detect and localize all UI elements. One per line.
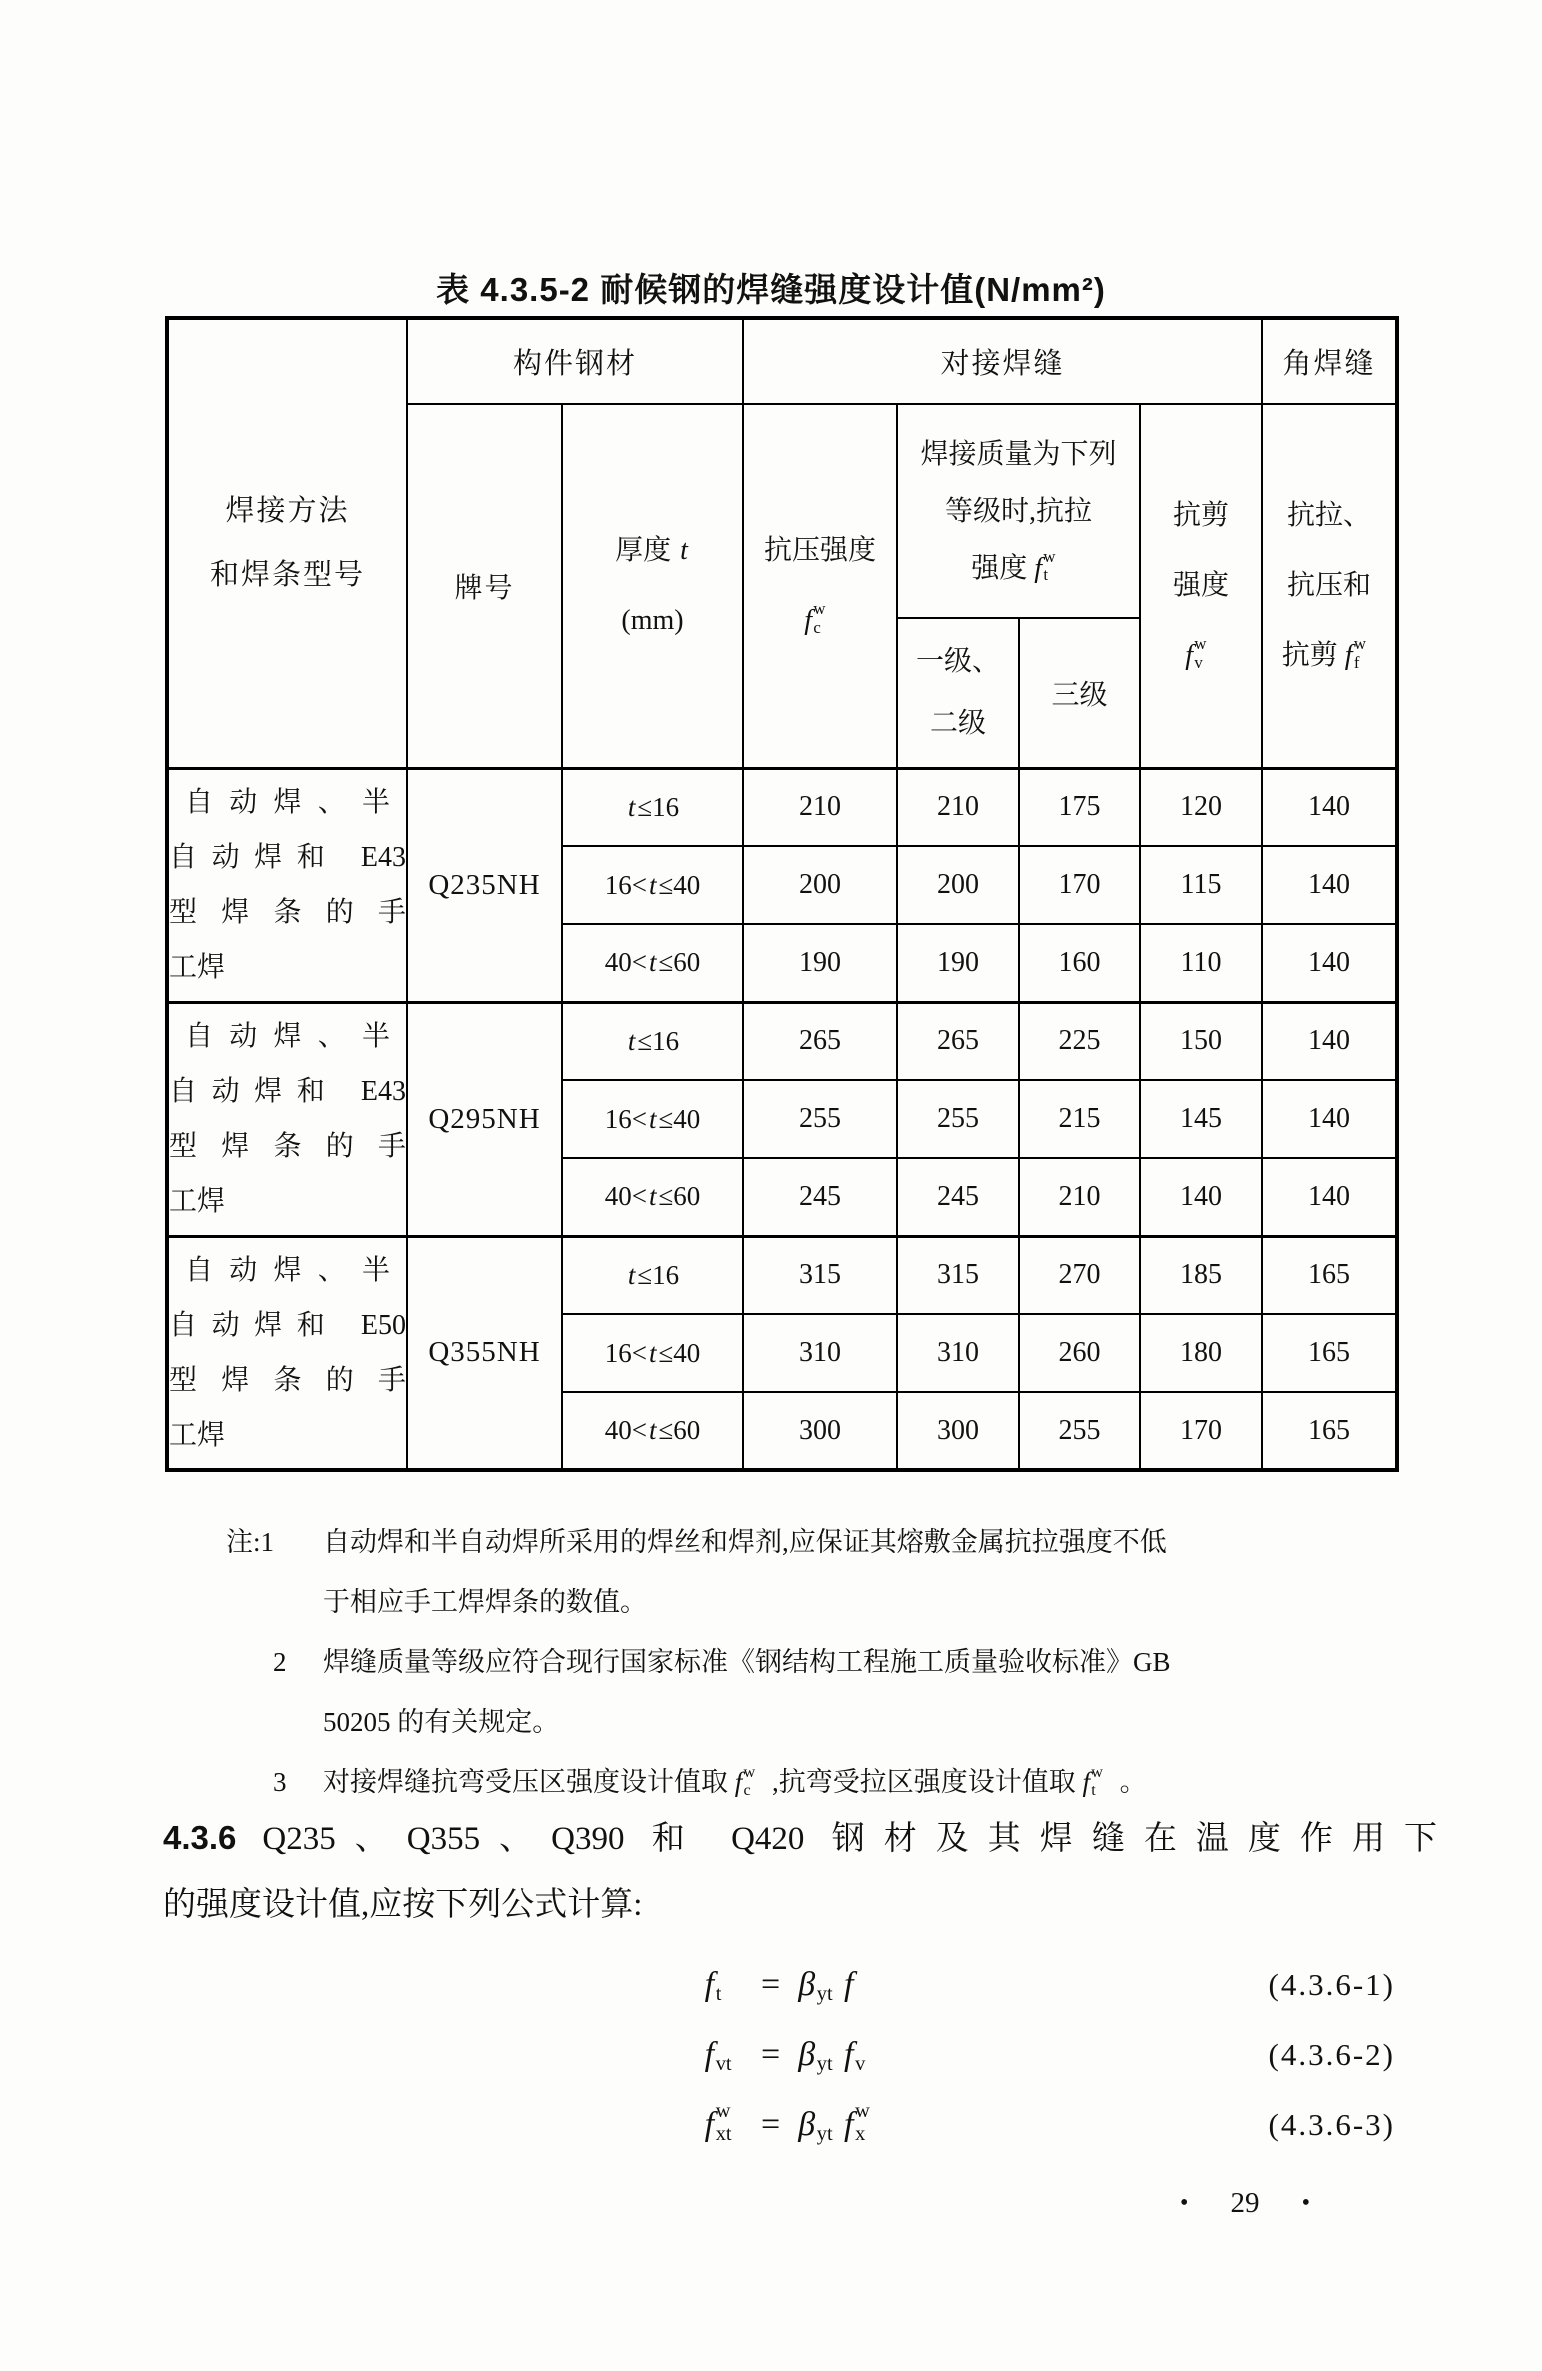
- fillet-line1: 抗拉、: [1287, 499, 1372, 531]
- header-member-steel: 构件钢材: [407, 318, 743, 404]
- value-cell: 165: [1262, 1236, 1397, 1314]
- value-cell: 140: [1262, 846, 1397, 924]
- note-3-label: 3: [273, 1767, 287, 1797]
- grade-cell: Q295NH: [407, 1002, 562, 1236]
- page-number-value: 29: [1230, 2187, 1260, 2219]
- thickness-cell: t≤16: [562, 1002, 743, 1080]
- weld-strength-table: [165, 316, 1399, 1472]
- clause-line2: 的强度设计值,应按下列公式计算:: [163, 1887, 643, 1923]
- f-v-w-symbol: f w v: [1185, 633, 1207, 672]
- value-cell: 140: [1262, 1158, 1397, 1236]
- note-2-text: 焊缝质量等级应符合现行国家标准《钢结构工程施工质量验收标准》GB 50205 的有关规定。: [323, 1647, 1171, 1737]
- value-cell: 140: [1262, 1002, 1397, 1080]
- formula-block: [163, 1950, 1437, 2160]
- thickness-unit: (mm): [621, 604, 684, 636]
- value-cell: 110: [1140, 924, 1262, 1002]
- value-cell: 300: [743, 1392, 897, 1470]
- header-quality-grade-3: 三级: [1019, 618, 1140, 768]
- value-cell: 190: [743, 924, 897, 1002]
- value-cell: 255: [897, 1080, 1019, 1158]
- clause-number: 4.3.6: [163, 1819, 237, 1856]
- table-caption: 表 4.3.5-2 耐候钢的焊缝强度设计值(N/mm²): [436, 271, 1106, 308]
- note-1: [0, 1512, 1542, 1632]
- grade-cell: Q355NH: [407, 1236, 562, 1470]
- thickness-cell: 40<t≤60: [562, 924, 743, 1002]
- thickness-cell: 40<t≤60: [562, 1158, 743, 1236]
- value-cell: 140: [1262, 1080, 1397, 1158]
- clause-4-3-6: [163, 1805, 1437, 1938]
- value-cell: 225: [1019, 1002, 1140, 1080]
- thickness-label: 厚度: [615, 534, 679, 566]
- quality-tail: 强度: [971, 552, 1035, 584]
- value-cell: 145: [1140, 1080, 1262, 1158]
- value-cell: 210: [1019, 1158, 1140, 1236]
- value-cell: 315: [897, 1236, 1019, 1314]
- table-notes: [0, 1512, 1542, 1812]
- value-cell: 120: [1140, 768, 1262, 846]
- value-cell: 150: [1140, 1002, 1262, 1080]
- page-number: [1180, 2186, 1310, 2220]
- value-cell: 210: [897, 768, 1019, 846]
- value-cell: 215: [1019, 1080, 1140, 1158]
- f-t-w-symbol: f w t: [1082, 1763, 1103, 1800]
- value-cell: 160: [1019, 924, 1140, 1002]
- value-cell: 200: [897, 846, 1019, 924]
- value-cell: 140: [1262, 924, 1397, 1002]
- header-fillet-strength: [1262, 404, 1397, 768]
- value-cell: 315: [743, 1236, 897, 1314]
- value-cell: 115: [1140, 846, 1262, 924]
- value-cell: 310: [743, 1314, 897, 1392]
- f-c-w-symbol: f w c: [804, 598, 826, 637]
- formula-3: f w xt = β yt f w x (4.3.6-3): [163, 2090, 1437, 2160]
- header-quality-grade-1-2: 一级、 二级: [897, 618, 1019, 768]
- header-welding-method-line1: 焊接方法: [225, 495, 350, 528]
- header-grade: 牌号: [407, 404, 562, 768]
- header-compressive-strength: [743, 404, 897, 768]
- page-number-dot-left: •: [1180, 2190, 1189, 2216]
- method-cell: 自动焊、半 自动焊和 E43 型焊条的手 工焊: [167, 768, 407, 1002]
- header-thickness: [562, 404, 743, 768]
- f-c-w-symbol: f w c: [734, 1763, 756, 1800]
- value-cell: 245: [743, 1158, 897, 1236]
- note-2-label: 2: [273, 1647, 287, 1677]
- value-cell: 210: [743, 768, 897, 846]
- method-cell: 自动焊、半 自动焊和 E50 型焊条的手 工焊: [167, 1236, 407, 1470]
- formula-1-number: (4.3.6-1): [1268, 1967, 1395, 2002]
- header-tensile-quality: [897, 404, 1140, 618]
- value-cell: 310: [897, 1314, 1019, 1392]
- formula-1: f t = β yt f (4.3.6-1): [163, 1950, 1437, 2020]
- value-cell: 300: [897, 1392, 1019, 1470]
- quality-line2: 等级时,抗拉: [945, 495, 1093, 527]
- thickness-cell: 16<t≤40: [562, 846, 743, 924]
- value-cell: 165: [1262, 1314, 1397, 1392]
- note-1-text: 自动焊和半自动焊所采用的焊丝和焊剂,应保证其熔敷金属抗拉强度不低 于相应手工焊焊条的数值。: [323, 1527, 1167, 1617]
- compressive-label: 抗压强度: [764, 534, 877, 566]
- note-3-text: 对接焊缝抗弯受压区强度设计值取 f w c ,抗弯受拉区强度设计值取 f w t 。: [323, 1752, 1403, 1812]
- f-f-w-symbol: f w f: [1344, 633, 1366, 672]
- clause-line1: 4.3.6 Q235、Q355、Q390 和 Q420 钢材及其焊缝在温度作用下: [163, 1819, 1437, 1857]
- value-cell: 170: [1140, 1392, 1262, 1470]
- thickness-cell: 40<t≤60: [562, 1392, 743, 1470]
- header-fillet-weld: 角焊缝: [1262, 318, 1397, 404]
- value-cell: 245: [897, 1158, 1019, 1236]
- header-welding-method: [167, 318, 407, 768]
- thickness-variable: t: [680, 534, 688, 566]
- thickness-cell: t≤16: [562, 1236, 743, 1314]
- formula-3-number: (4.3.6-3): [1268, 2107, 1395, 2142]
- value-cell: 260: [1019, 1314, 1140, 1392]
- value-cell: 255: [743, 1080, 897, 1158]
- value-cell: 185: [1140, 1236, 1262, 1314]
- thickness-cell: t≤16: [562, 768, 743, 846]
- value-cell: 265: [897, 1002, 1019, 1080]
- note-2: [0, 1632, 1542, 1752]
- thickness-cell: 16<t≤40: [562, 1314, 743, 1392]
- page-number-dot-right: •: [1301, 2190, 1310, 2216]
- shear-line2: 强度: [1173, 569, 1230, 601]
- note-3: [0, 1752, 1542, 1812]
- header-shear-strength: [1140, 404, 1262, 768]
- method-cell: 自动焊、半 自动焊和 E43 型焊条的手 工焊: [167, 1002, 407, 1236]
- note-1-label: 注:1: [226, 1527, 275, 1557]
- value-cell: 180: [1140, 1314, 1262, 1392]
- formula-2: f vt = β yt f v (4.3.6-2): [163, 2020, 1437, 2090]
- header-welding-method-line2: 和焊条型号: [209, 559, 365, 592]
- value-cell: 140: [1140, 1158, 1262, 1236]
- value-cell: 170: [1019, 846, 1140, 924]
- shear-line1: 抗剪: [1173, 499, 1230, 531]
- thickness-cell: 16<t≤40: [562, 1080, 743, 1158]
- value-cell: 200: [743, 846, 897, 924]
- value-cell: 190: [897, 924, 1019, 1002]
- value-cell: 165: [1262, 1392, 1397, 1470]
- header-butt-weld: 对接焊缝: [743, 318, 1262, 404]
- value-cell: 140: [1262, 768, 1397, 846]
- value-cell: 175: [1019, 768, 1140, 846]
- value-cell: 255: [1019, 1392, 1140, 1470]
- grade-cell: Q235NH: [407, 768, 562, 1002]
- quality-line1: 焊接质量为下列: [920, 438, 1117, 470]
- formula-2-number: (4.3.6-2): [1268, 2037, 1395, 2072]
- fillet-tail: 抗剪: [1281, 639, 1345, 671]
- value-cell: 265: [743, 1002, 897, 1080]
- value-cell: 270: [1019, 1236, 1140, 1314]
- fillet-line2: 抗压和: [1287, 569, 1372, 601]
- f-t-w-symbol: f w t: [1034, 546, 1056, 585]
